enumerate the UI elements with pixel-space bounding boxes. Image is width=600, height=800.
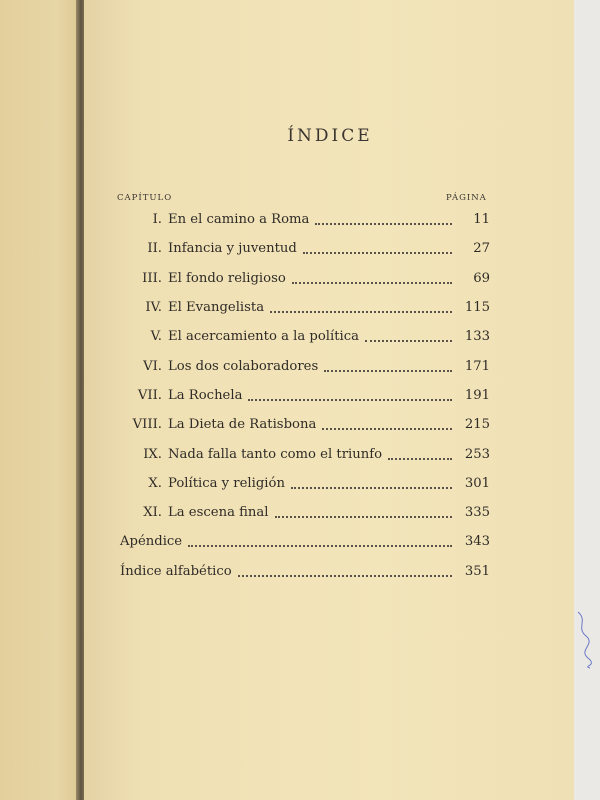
chapter-number: IX. bbox=[143, 446, 162, 462]
dot-leader bbox=[188, 532, 452, 547]
chapter-number: VIII. bbox=[132, 417, 162, 433]
chapter-title: Los dos colaboradores bbox=[168, 358, 319, 374]
toc-entry-alphabetical-index bbox=[114, 557, 490, 586]
dot-leader bbox=[365, 327, 452, 342]
chapter-title: Infancia y juventud bbox=[168, 241, 297, 257]
chapter-title: El acercamiento a la política bbox=[168, 329, 359, 345]
page-number: 133 bbox=[464, 329, 490, 345]
chapter-title: El fondo religioso bbox=[168, 270, 286, 286]
dot-leader bbox=[322, 415, 452, 430]
toc-entry bbox=[114, 410, 490, 439]
chapter-column-header: CAPÍTULO bbox=[117, 193, 173, 203]
pen-mark-icon bbox=[574, 610, 594, 670]
chapter-title: En el camino a Roma bbox=[168, 212, 310, 228]
chapter-title: La escena final bbox=[168, 505, 269, 521]
page-number: 253 bbox=[464, 446, 490, 462]
toc-entry bbox=[114, 322, 490, 351]
table-of-contents bbox=[114, 205, 490, 586]
chapter-number: V. bbox=[150, 329, 162, 345]
toc-entry bbox=[114, 293, 490, 322]
chapter-title: Nada falla tanto como el triunfo bbox=[168, 446, 383, 462]
dot-leader bbox=[270, 298, 452, 313]
toc-entry bbox=[114, 205, 490, 234]
chapter-number: I. bbox=[152, 212, 162, 228]
dot-leader bbox=[248, 386, 452, 401]
toc-entry bbox=[114, 498, 490, 527]
dot-leader bbox=[315, 210, 452, 225]
left-page bbox=[0, 0, 82, 800]
dot-leader bbox=[388, 445, 452, 460]
toc-entry bbox=[114, 351, 490, 380]
toc-entry bbox=[114, 439, 490, 468]
chapter-title: El Evangelista bbox=[168, 300, 265, 316]
page-number: 115 bbox=[464, 300, 490, 316]
dot-leader bbox=[303, 239, 452, 254]
page-number: 11 bbox=[473, 212, 490, 228]
dot-leader bbox=[238, 562, 452, 577]
chapter-number: VII. bbox=[137, 387, 162, 403]
dot-leader bbox=[292, 269, 452, 284]
chapter-number: VI. bbox=[143, 358, 162, 374]
toc-entry-appendix bbox=[114, 527, 490, 556]
page-number: 27 bbox=[473, 241, 490, 257]
page-number: 301 bbox=[464, 475, 490, 491]
page-title: ÍNDICE bbox=[287, 126, 373, 146]
page-number: 335 bbox=[464, 505, 490, 521]
appendix-title: Apéndice bbox=[120, 534, 183, 550]
page-number: 343 bbox=[464, 534, 490, 550]
page-number: 215 bbox=[464, 417, 490, 433]
chapter-number: IV. bbox=[145, 300, 162, 316]
dot-leader bbox=[275, 503, 453, 518]
page-number: 351 bbox=[464, 563, 490, 579]
page-column-header: PÁGINA bbox=[446, 193, 487, 203]
toc-entry bbox=[114, 264, 490, 293]
chapter-number: X. bbox=[148, 475, 162, 491]
alphabetical-index-title: Índice alfabético bbox=[120, 563, 232, 579]
chapter-title: La Rochela bbox=[168, 387, 243, 403]
page-number: 191 bbox=[464, 387, 490, 403]
chapter-number: II. bbox=[147, 241, 162, 257]
page-number: 171 bbox=[464, 358, 490, 374]
chapter-title: Política y religión bbox=[168, 475, 285, 491]
background-edge bbox=[574, 0, 600, 800]
page-number: 69 bbox=[473, 270, 490, 286]
toc-entry bbox=[114, 234, 490, 263]
toc-entry bbox=[114, 381, 490, 410]
dot-leader bbox=[291, 474, 452, 489]
chapter-number: III. bbox=[142, 270, 162, 286]
dot-leader bbox=[324, 357, 452, 372]
chapter-number: XI. bbox=[143, 505, 162, 521]
chapter-title: La Dieta de Ratisbona bbox=[168, 417, 317, 433]
toc-entry bbox=[114, 469, 490, 498]
